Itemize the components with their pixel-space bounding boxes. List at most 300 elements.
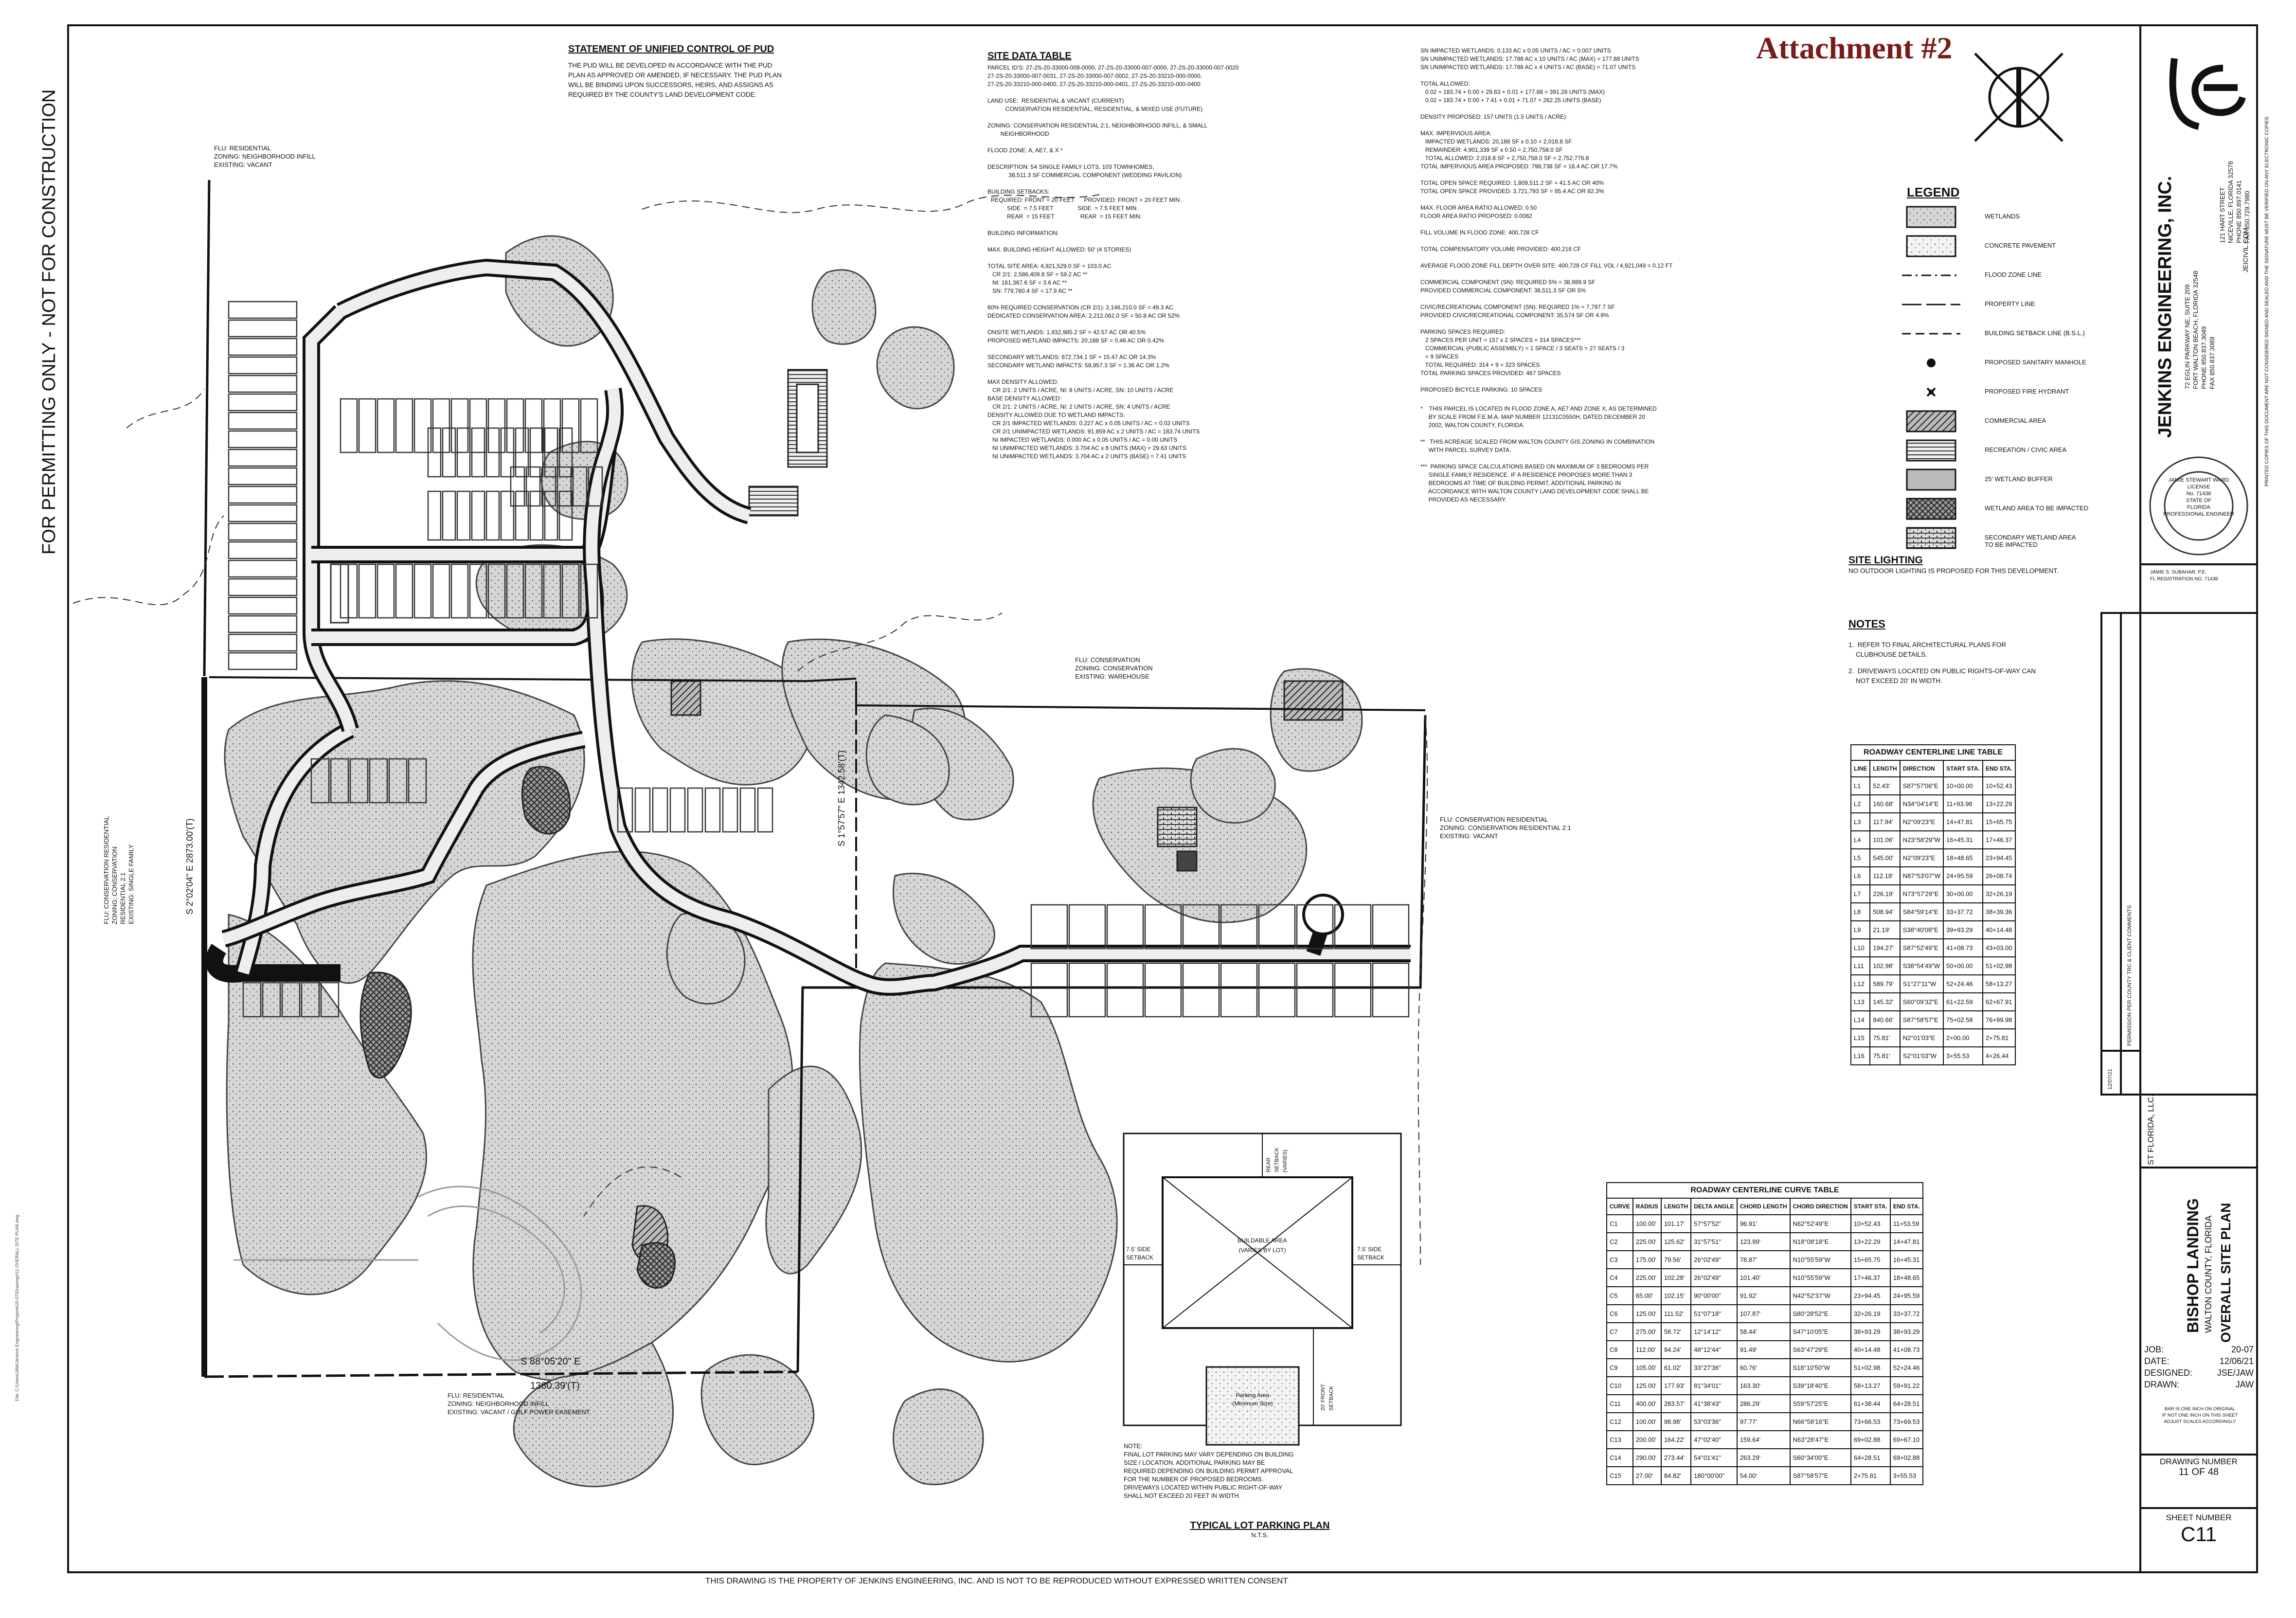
curve-table-cell: 101.17' [1661,1215,1691,1233]
curve-table-cell: S39°18'40"E [1790,1377,1851,1395]
lot-outline [229,579,297,595]
line-table-row [1851,867,2015,885]
lot-outline [331,564,348,623]
curve-table-cell: 61.02' [1661,1359,1691,1377]
line-table-cell: 51+02.98 [1983,957,2015,975]
cul-de-sac [1304,895,1343,934]
curve-table-cell: C2 [1607,1233,1633,1251]
bearing-south-2: 1380.39'(T) [530,1381,580,1391]
line-table-cell: N73°57'29"E [1900,885,1943,903]
curve-table-cell: N66°58'16"E [1790,1413,1851,1431]
lot-outline [229,431,297,448]
line-table-cell: S60°09'32"E [1900,993,1943,1011]
lot-outline [1107,905,1143,949]
curve-table-cell: 81°34'01" [1691,1377,1737,1395]
legend-swatch-icon [1902,205,1960,229]
curve-table-cell: 100.00' [1633,1215,1661,1233]
lot-outline [229,505,297,521]
seal-line-6: PROFESSIONAL ENGINEER [2163,511,2234,517]
lot-outline [229,302,297,318]
drawn-value: JAW [2235,1380,2254,1389]
line-table-row [1851,975,2015,993]
line-table-row [1851,849,2015,867]
line-table-cell: L10 [1851,939,1870,957]
lot-outline [229,597,297,614]
legend-label: COMMERCIAL AREA [1985,417,2046,424]
curve-table-cell: C15 [1607,1467,1633,1485]
line-table-cell: N34°04'14"E [1900,795,1943,813]
curve-table-cell: 16+45.31 [1890,1251,1923,1269]
line-table-cell: L5 [1851,849,1870,867]
curve-table-cell: 91.49' [1737,1341,1790,1359]
revision-note: PERMISSION PER COUNTY TRC & CLIENT COMMENTS [2127,905,2133,1046]
curve-table-cell: 33+37.72 [1890,1305,1923,1323]
line-table-cell: S2°01'03"W [1900,1047,1943,1065]
curve-table-cell: 69+02.88 [1851,1431,1890,1449]
legend-item [1902,351,2135,380]
legend-swatch-icon [1902,526,1960,550]
legend-label: WETLANDS [1985,213,2020,220]
line-table-header: END STA. [1983,760,2015,777]
curve-table-cell: 26°02'49" [1691,1269,1737,1287]
curve-table-cell: 94.24' [1661,1341,1691,1359]
line-table-cell: L11 [1851,957,1870,975]
site-lighting-title: SITE LIGHTING [1848,555,1923,566]
curve-table-cell: 98.98' [1661,1413,1691,1431]
curve-table-row [1607,1449,1923,1467]
zoning-label-center: FLU: CONSERVATION ZONING: CONSERVATION EXISTING: WAREHOUSE [1075,656,1153,680]
line-table-row [1851,831,2015,849]
designed-label: DESIGNED: [2144,1368,2193,1378]
lot-outline [229,413,297,429]
line-table-cell: L15 [1851,1029,1870,1047]
line-table-row [1851,993,2015,1011]
line-table-cell: 75+02.58 [1943,1011,1983,1029]
lot-outline [331,564,348,623]
curve-table-row [1607,1377,1923,1395]
sheet-number: C11 [2181,1523,2217,1546]
firm-address-1: 72 EGLIN PARKWAY NE, SUITE 209 FORT WALTON BEACH, FLORIDA 32548 PHONE 850.837.3049 FAX 850.837.3089 [2184,270,2216,389]
firm-address-2: 121 HART STREET NICEVILLE, FLORIDA 32578 PHONE 850.897.0141 FAX 850.729.7980 [2219,161,2251,243]
curve-table-cell: C10 [1607,1377,1633,1395]
lot-outline [229,542,297,558]
job-info [2144,1344,2254,1390]
lot-outline [229,339,297,355]
line-table-cell: 52.43' [1870,777,1900,795]
line-table-cell: 589.79' [1870,975,1900,993]
legend-label: PROPOSED FIRE HYDRANT [1985,388,2069,395]
unified-control-title: STATEMENT OF UNIFIED CONTROL OF PUD [568,44,774,54]
engineer-info: JAMIE S. SUBAHAR, P.E. FL REGISTRATION NO. 71438 [2150,570,2218,582]
lot-outline [331,564,348,623]
line-table-cell: L16 [1851,1047,1870,1065]
curve-table-row [1607,1467,1923,1485]
density-data-section [1420,47,1790,504]
notes-title: NOTES [1848,618,1885,630]
notes-section [1848,618,2101,686]
line-table-cell: 508.94' [1870,903,1900,921]
legend-swatch-icon [1902,234,1960,258]
line-table-cell: 160.68' [1870,795,1900,813]
curve-table-row [1607,1431,1923,1449]
curve-table-cell: 78.87' [1737,1251,1790,1269]
curve-table-row [1607,1287,1923,1305]
line-table-cell: 43+03.00 [1983,939,2015,957]
curve-table-cell: C4 [1607,1269,1633,1287]
curve-table-cell: S59°57'25"E [1790,1395,1851,1413]
curve-table-cell: 48°12'44" [1691,1341,1737,1359]
curve-table-cell: S18°10'50"W [1790,1359,1851,1377]
curve-table-cell: 102.28' [1661,1269,1691,1287]
curve-table-cell: 31°57'51" [1691,1233,1737,1251]
lot-plan-caption [1133,1520,1386,1539]
job-label: JOB: [2144,1345,2164,1354]
legend-title: LEGEND [1907,185,1960,199]
curve-table-cell: 123.99' [1737,1233,1790,1251]
bearing-west: S 2°02'04" E 2873.00'(T) [185,818,195,915]
line-table-cell: 10+00.00 [1943,777,1983,795]
curve-table-cell: S63°47'29"E [1790,1341,1851,1359]
line-table-header: LINE [1851,760,1870,777]
lot-outline [723,788,737,832]
legend-swatch-icon [1902,497,1960,521]
curve-table-row [1607,1395,1923,1413]
curve-table-cell: 14+47.81 [1890,1233,1923,1251]
curve-table-cell: 2+75.81 [1851,1467,1890,1485]
legend-label: BUILDING SETBACK LINE (B.S.L.) [1985,329,2085,337]
drawing-number: 11 OF 48 [2179,1467,2219,1477]
curve-table-cell: C8 [1607,1341,1633,1359]
lot-outline [341,399,357,452]
line-table-cell: 75.81' [1870,1029,1900,1047]
curve-table-header: CHORD LENGTH [1737,1198,1790,1215]
front-setback-label: 20' FRONT SETBACK [1320,1384,1334,1411]
line-table-cell: 117.94' [1870,813,1900,831]
curve-table-cell: 51°07'18" [1691,1305,1737,1323]
curve-table-cell: 91.92' [1737,1287,1790,1305]
lot-outline [229,376,297,392]
attachment-label: Attachment #2 [1756,31,1953,65]
line-table-cell: L6 [1851,867,1870,885]
curve-table-cell: 125.00' [1633,1305,1661,1323]
curve-table-cell: N63°28'47"E [1790,1431,1851,1449]
legend-item [1902,497,2135,526]
legend-label: 25' WETLAND BUFFER [1985,475,2053,483]
lot-outline [396,564,413,618]
right-setback-label: 7.5' SIDE SETBACK [1357,1246,1385,1261]
lot-outline [428,491,441,540]
legend-label: RECREATION / CIVIC AREA [1985,446,2067,453]
lot-outline [653,788,667,832]
curve-table-cell: 225.00' [1633,1233,1661,1251]
curve-table-cell: 3+55.53 [1890,1467,1923,1485]
lot-outline [670,788,685,832]
lot-outline [229,616,297,632]
lot-outline [688,788,702,832]
curve-table-cell: 84.82' [1661,1467,1691,1485]
curve-table-cell: 125.00' [1633,1377,1661,1395]
lot-outline [457,491,470,540]
curve-table-row [1607,1323,1923,1341]
lot-outline [472,491,484,540]
line-table-row [1851,885,2015,903]
curve-table-cell: 69+67.10 [1890,1431,1923,1449]
curve-table-header: START STA. [1851,1198,1890,1215]
line-table-cell: 30+00.00 [1943,885,1983,903]
curve-table-cell: 47°02'40" [1691,1431,1737,1449]
signature-disclaimer: PRINTED COPIES OF THIS DOCUMENT ARE NOT CONSIDERED SIGNED AND SEALED AND THE SIGNATURE MUST BE VERIFIED ON ANY ELECTRONIC COPIES. [2264,115,2270,486]
clubhouse-area [749,370,827,516]
legend-item [1902,526,2135,555]
lot-outline [331,564,348,623]
lot-outline [229,523,297,540]
curve-table-header: CHORD DIRECTION [1790,1198,1851,1215]
firm-name: JENKINS ENGINEERING, INC. [2155,176,2175,438]
curve-table-cell: 175.00' [1633,1251,1661,1269]
lot-outline [229,320,297,337]
lot-outline [229,449,297,466]
bearing-south-1: S 88°05'20" E [520,1356,581,1367]
curve-table-cell: 290.00' [1633,1449,1661,1467]
line-table-cell: 226.19' [1870,885,1900,903]
lot-outline [501,491,514,540]
curve-table-cell: N42°52'37"W [1790,1287,1851,1305]
legend-item [1902,234,2135,263]
curve-table-cell: N10°55'59"W [1790,1269,1851,1287]
line-table-cell: 76+99.98 [1983,1011,2015,1029]
curve-table-cell: C7 [1607,1323,1633,1341]
zoning-label-nw: FLU: RESIDENTIAL ZONING: NEIGHBORHOOD INFILL EXISTING: VACANT [214,144,316,168]
line-table-cell: 2+00.00 [1943,1029,1983,1047]
site-data-text: PARCEL ID'S: 27-2S-20-33000-009-0000, 27-2S-20-33000-007-0000, 27-2S-20-33000-007-0020 27-2S-20-33000-007-0031, 27-2S-20-33000-007-0002, 27-2S-20-33210-000-0000, 27-2S-20-33210-000-0400, 27-2S-20-33210-000-0401, 27-2S-20-33210-000-0400 LAND USE: RESIDENTIAL & VACANT (CURRENT) CONSERVATION RESIDENTIAL, RESIDENTIAL, & MIXED USE (FUTURE) ZONING: CONSERVATION RESIDENTIAL 2:1, NEIGHBORHOOD INFILL, & SMALL NEIGHBORHOOD FLOOD ZONE: A, AE7, & X * DESCRIPTION: 54 SINGLE FAMILY LOTS, 103 TOWNHOMES, 38,511.3 SF COMMERCIAL COMPONENT (WEDDING PAVILION) BUILDING SETBACKS: REQUIRED: FRONT = 20 FEET PROVIDED: FRONT = 20 FEET MIN. SIDE = 7.5 FEET SIDE = 7.5 FEET MIN. REAR = 15 FEET REAR = 15 FEET MIN. BUILDING INFORMATION: MAX. BUILDING HEIGHT ALLOWED: 50' (4 STORIES) TOTAL SITE AREA: 4,921,529.0 SF = 103.0 AC CR 2/1: 2,586,409.8 SF = 59.2 AC ** NI: 161,367.6 SF = 3.6 AC ** SN: 779,760.4 SF = 17.9 AC ** 60% REQUIRED CONSERVATION (CR 2/1): 2,146,210.0 SF = 49.3 AC DEDICATED CONSERVATION AREA: 2,212,062.0 SF = 50.8 AC OR 52% ONSITE WETLANDS: 1,932,985.2 SF = 42.57 AC OR 40.5% PROPOSED WETLAND IMPACTS: 20,188 SF = 0.46 AC OR 0.42% SECONDARY WETLANDS: 672,734.1 SF = 15.47 AC OR 14.3% SECONDARY WETLAND IMPACTS: 58,957.3 SF = 1.36 AC OR 1.2% MAX DENSITY ALLOWED: CR 2/1: 2 UNITS / ACRE, NI: 8 UNITS / ACRE, SN: 10 UNITS / ACRE BASE DENSITY ALLOWED: CR 2/1: 2 UNITS / ACRE, NI: 2 UNITS / ACRE, SN: 4 UNITS / ACRE DENSITY ALLOWED DUE TO WETLAND IMPACTS: CR 2/1 IMPACTED WETLANDS: 0.227 AC x 0.05 UNITS / AC = 0.02 UNITS CR 2/1 UNIMPACTED WETLANDS: 91.859 AC x 2 UNITS / AC = 183.74 UNITS NI IMPACTED WETLANDS: 0.000 AC x 0.05 UNITS / AC = 0.00 UNITS NI UNIMPACTED WETLANDS: 3.704 AC x 8 UNITS (MAX) = 29.63 UNITS NI UNIMPACTED WETLANDS: 3.704 AC x 2 UNITS (BASE) = 7.41 UNITS [987,64,1239,460]
lot-outline [451,564,468,618]
curve-table-row [1607,1215,1923,1233]
rear-setback-label: REAR SETBACK (VARIES) [1266,1147,1288,1172]
lot-outline [1107,963,1143,1017]
north-arrow [1975,54,2063,141]
lot-outline [331,564,348,623]
curve-table-cell: 180°00'00" [1691,1467,1737,1485]
line-table-cell: 18+48.65 [1943,849,1983,867]
project-name: BISHOP LANDING [2184,1198,2202,1333]
curve-table-cell: 54.00' [1737,1467,1790,1485]
scale-bar-note: BAR IS ONE INCH ON ORIGINAL IF NOT ONE INCH ON THIS SHEET ADJUST SCALES ACCORDINGLY [2162,1406,2238,1424]
curve-table-cell: 41+08.73 [1890,1341,1923,1359]
seal-line-4: STATE OF [2186,498,2212,503]
curve-table-title: ROADWAY CENTERLINE CURVE TABLE [1606,1182,1923,1198]
line-table-cell: L7 [1851,885,1870,903]
curve-table-cell: 79.56' [1661,1251,1691,1269]
line-table-cell: 21.19' [1870,921,1900,939]
line-table-cell: 545.00' [1870,849,1900,867]
curve-table-cell: 400.00' [1633,1395,1661,1413]
line-table-cell: 16+45.31 [1943,831,1983,849]
zoning-label-east: FLU: CONSERVATION RESIDENTIAL ZONING: CONSERVATION RESIDENTIAL 2:1 EXISTING: VACANT [1440,816,1571,840]
legend-item [1902,380,2135,409]
site-data-section [987,51,1406,461]
curve-table-cell: 58.72' [1661,1323,1691,1341]
curve-table-cell: 263.29' [1737,1449,1790,1467]
line-table-cell: N87°53'07"W [1900,867,1943,885]
line-table-cell: L3 [1851,813,1870,831]
permitting-warning: FOR PERMITTING ONLY - NOT FOR CONSTRUCTION [39,89,59,555]
curve-table-cell: 61+38.44 [1851,1395,1890,1413]
curve-table-cell: 225.00' [1633,1269,1661,1287]
revision-date: 12/07/21 [2107,1069,2113,1090]
parking-area-label: Parking Area (Minimum Size) [1232,1392,1273,1407]
curve-table-cell: 101.40' [1737,1269,1790,1287]
curve-table-cell: 24+95.59 [1890,1287,1923,1305]
line-table-cell: 194.27' [1870,939,1900,957]
line-table-cell: S38°40'08"E [1900,921,1943,939]
curve-table-cell: 51+02.98 [1851,1359,1890,1377]
curve-table-cell: 11+53.59 [1890,1215,1923,1233]
curve-table-cell: 105.00' [1633,1359,1661,1377]
firm-web: JEICIVIL.COM [2242,228,2249,272]
curve-table-cell: 41°38'43" [1691,1395,1737,1413]
file-path: File: C:\Users\JAW\Jenkins Engineering\Projects\20-07\Drawings\11 OVERALL SITE PLAN.dwg [15,1215,19,1401]
seal-line-1: JAMIE STEWART WARD [2168,477,2229,483]
line-table-cell: N2°01'03"E [1900,1029,1943,1047]
lot-outline [443,491,455,540]
curve-table-row [1607,1269,1923,1287]
lot-outline [740,788,755,832]
lot-outline [1183,963,1219,1017]
density-data-text: SN IMPACTED WETLANDS: 0.133 AC x 0.05 UNITS / AC = 0.007 UNITS SN UNIMPACTED WETLANDS: 17.788 AC x 10 UNITS / AC (MAX) = 177.88 UNITS SN UNIMPACTED WETLANDS: 17.788 AC x 4 UNITS / AC (BASE) = 71.07 UNITS TOTAL ALLOWED: 0.02 + 183.74 + 0.00 + 29.63 + 0.01 + 177.88 = 391.28 UNITS (MAX) 0.02 + 183.74 + 0.00 + 7.41 + 0.01 + 71.07 = 262.25 UNITS (BASE) DENSITY PROPOSED: 157 UNITS (1.5 UNITS / ACRE) MAX. IMPERVIOUS AREA: IMPACTED WETLANDS: 20,188 SF x 0.10 = 2,018.8 SF REMAINDER: 4,901,339 SF x 0.50 = 2,750,758.0 SF TOTAL ALLOWED: 2,018.8 SF + 2,750,758.0 SF = 2,752,776.8 TOTAL IMPERVIOUS AREA PROPOSED: 798,738 SF = 18.4 AC OR 17.7% TOTAL OPEN SPACE REQUIRED: 1,809,511.2 SF = 41.5 AC OR 40% TOTAL OPEN SPACE PROVIDED: 3,721,793 SF = 85.4 AC OR 82.3% MAX. FLOOR AREA RATIO ALLOWED: 0.50 FLOOR AREA RATIO PROPOSED: 0.0082 FILL VOLUME IN FLOOD ZONE: 400,728 CF TOTAL COMPENSATORY VOLUME PROVIDED: 400,216 CF AVERAGE FLOOD ZONE FILL DEPTH OVER SITE: 400,728 CF FILL VOL / 4,921,049 = 0.12 FT COMMERCIAL COMPONENT (SN): REQUIRED 5% = 38,989.9 SF PROVIDED COMMERCIAL COMPONENT: 38,511.3 SF OR 5% CIVIC/RECREATIONAL COMPONENT (SN): REQUIRED 1% = 7,797.7 SF PROVIDED CIVIC/RECREATIONAL COMPONENT: 35,574 SF OR 4.9% PARKING SPACES REQUIRED: 2 SPACES PER UNIT = 157 x 2 SPACES = 314 SPACES*** COMMERCIAL (PUBLIC ASSEMBLY) = 1 SPACE / 3 SEATS = 27 SEATS / 3 = 9 SPACES TOTAL REQUIRED: 314 + 9 = 323 SPACES TOTAL PARKING SPACES PROVIDED: 467 SPACES PROPOSED BICYCLE PARKING: 10 SPACES [1420,47,1673,393]
note-1: 1. REFER TO FINAL ARCHITECTURAL PLANS FOR CLUBHOUSE DETAILS. [1848,641,2007,658]
lot-outline [377,564,394,618]
line-table-cell: 50+00.00 [1943,957,1983,975]
client-name: ST FLORIDA, LLC. [2146,1094,2155,1165]
curve-table-cell: 273.44' [1661,1449,1691,1467]
seal-line-2: LICENSE [2187,484,2210,490]
curve-table-row [1607,1413,1923,1431]
bearing-mid: S 1°57'57" E 1342.58'(T) [837,750,846,846]
curve-table-cell: 12°14'12" [1691,1323,1737,1341]
line-table-row [1851,1011,2015,1029]
lot-outline [331,564,348,623]
curve-table-header: END STA. [1890,1198,1923,1215]
legend-item [1902,409,2135,438]
curve-table-cell: S87°58'57"E [1790,1467,1851,1485]
curve-table-cell: 200.00' [1633,1431,1661,1449]
legend-swatch-icon [1902,438,1960,463]
left-setback-label: 7.5' SIDE SETBACK [1126,1246,1154,1261]
legend [1902,185,2135,555]
date-value: 12/06/21 [2219,1356,2254,1366]
curve-table-cell: 23+94.45 [1851,1287,1890,1305]
legend-label: FLOOD ZONE LINE [1985,271,2042,278]
line-table-cell: 32+26.19 [1983,885,2015,903]
lot-outline [229,394,297,411]
line-table-cell: L4 [1851,831,1870,849]
curve-table-cell: 26°02'49" [1691,1251,1737,1269]
line-table-cell: 75.81' [1870,1047,1900,1065]
unified-control-text: THE PUD WILL BE DEVELOPED IN ACCORDANCE WITH THE PUD PLAN AS APPROVED OR AMENDED, IF NECESSARY. THE PUD PLAN WILL BE BINDING UPON SUCCESSORS, HEIRS, AND ASSIGNS AS REQUIRED BY THE COUNTY'S LAND DEVELOPMENT CODE. [568,62,782,98]
line-table-header: START STA. [1943,760,1983,777]
curve-table-cell: 177.93' [1661,1377,1691,1395]
curve-table-cell: 73+69.53 [1890,1413,1923,1431]
line-table-cell: 145.32' [1870,993,1900,1011]
curve-table-cell: 159.64' [1737,1431,1790,1449]
footnotes: * THIS PARCEL IS LOCATED IN FLOOD ZONE A, AE7 AND ZONE X, AS DETERMINED BY SCALE FROM F.E.M.A. MAP NUMBER 12131C0550H, DATED DECEMBER 20 2002, WALTON COUNTY, FLORIDA. ** THIS ACREAGE SCALED FROM WALTON COUNTY GIS ZONING IN COMBINATION WITH PARCEL SURVEY DATA. *** PARKING SPACE CALCULATIONS BASED ON MAXIMUM OF 3 BEDROOMS PER SINGLE FAMILY RESIDENCE. IF A RESIDENCE PROPOSES MORE THAN 3 BEDROOMS AT TIME OF BUILDING PERMIT, ADDITIONAL PARKING IN ACCORDANCE WITH WALTON COUNTY LAND DEVELOPMENT CODE SHALL BE PROVIDED AS NECESSARY. [1420,405,1657,503]
curve-table-row [1607,1305,1923,1323]
line-table-row [1851,777,2015,795]
sheet-title: OVERALL SITE PLAN [2218,1203,2233,1343]
curve-table-cell: 33°27'36" [1691,1359,1737,1377]
lot-outline [758,788,772,832]
lot-outline [331,564,348,623]
curve-table-cell: C6 [1607,1305,1633,1323]
lot-outline [229,653,297,669]
line-table-cell: 15+65.75 [1983,813,2015,831]
curve-table-cell: 40+14.48 [1851,1341,1890,1359]
curve-table-cell: 73+66.53 [1851,1413,1890,1431]
lot-outline [331,564,348,623]
lot-outline [488,399,505,452]
curve-table-row [1607,1341,1923,1359]
legend-item [1902,322,2135,351]
line-table-cell: 62+67.91 [1983,993,2015,1011]
line-table-cell: 17+46.37 [1983,831,2015,849]
lot-plan-note: NOTE: FINAL LOT PARKING MAY VARY DEPENDING ON BUILDING SIZE / LOCATION. ADDITIONAL PARKING MAY BE REQUIRED DEPENDING ON BUILDING PERMIT APPROVAL FOR THE NUMBER OF PROPOSED BEDROOMS. DRIVEWAYS LOCATED WITHIN PUBLIC RIGHT-OF-WAY SHALL NOT EXCEED 20 FEET IN WIDTH. [1124,1443,1294,1499]
line-table-cell: 38+39.36 [1983,903,2015,921]
line-table-row [1851,1047,2015,1065]
line-table-row [1851,1029,2015,1047]
line-table-cell: 14+47.81 [1943,813,1983,831]
line-table-cell: 41+08.73 [1943,939,1983,957]
lot-outline [229,486,297,503]
seal-line-3: No. 71438 [2186,491,2211,497]
curve-table-cell: C9 [1607,1359,1633,1377]
line-table-cell: 11+93.98 [1943,795,1983,813]
line-table-cell: 58+13.27 [1983,975,2015,993]
curve-table-cell: N18°08'18"E [1790,1233,1851,1251]
lot-outline [486,491,499,540]
lot-outline [229,357,297,374]
curve-table-row [1607,1251,1923,1269]
line-table-row [1851,957,2015,975]
line-table-cell: N23°58'29"W [1900,831,1943,849]
legend-swatch-icon [1902,409,1960,433]
curve-table-cell: C14 [1607,1449,1633,1467]
lot-outline [229,634,297,651]
curve-table-cell: 96.91' [1737,1215,1790,1233]
line-table-cell: L1 [1851,777,1870,795]
drawing-number-block [2140,1457,2257,1478]
project-location: WALTON COUNTY, FLORIDA [2204,1215,2213,1333]
curve-table-cell: 64+28.51 [1890,1395,1923,1413]
lot-outline [1145,963,1181,1017]
zoning-label-south: FLU: RESIDENTIAL ZONING: NEIGHBORHOOD INFILL EXISTING: VACANT / GULF POWER EASEMENT [448,1392,590,1416]
legend-item [1902,467,2135,497]
curve-table-row [1607,1233,1923,1251]
curve-table-cell: 38+93.29 [1851,1323,1890,1341]
curve-table-cell: S47°10'05"E [1790,1323,1851,1341]
lot-plan-title: TYPICAL LOT PARKING PLAN [1190,1520,1330,1531]
curve-table-cell: 111.52' [1661,1305,1691,1323]
legend-label: WETLAND AREA TO BE IMPACTED [1985,504,2089,512]
lot-outline [229,560,297,577]
curve-table-cell: C12 [1607,1413,1633,1431]
line-table-header: LENGTH [1870,760,1900,777]
curve-table-cell: 100.00' [1633,1413,1661,1431]
lot-outline [359,399,376,452]
line-table-cell: L13 [1851,993,1870,1011]
curve-table-cell: 54°01'41" [1691,1449,1737,1467]
legend-label: PROPOSED SANITARY MANHOLE [1985,359,2086,366]
lot-outline [1335,963,1371,1017]
